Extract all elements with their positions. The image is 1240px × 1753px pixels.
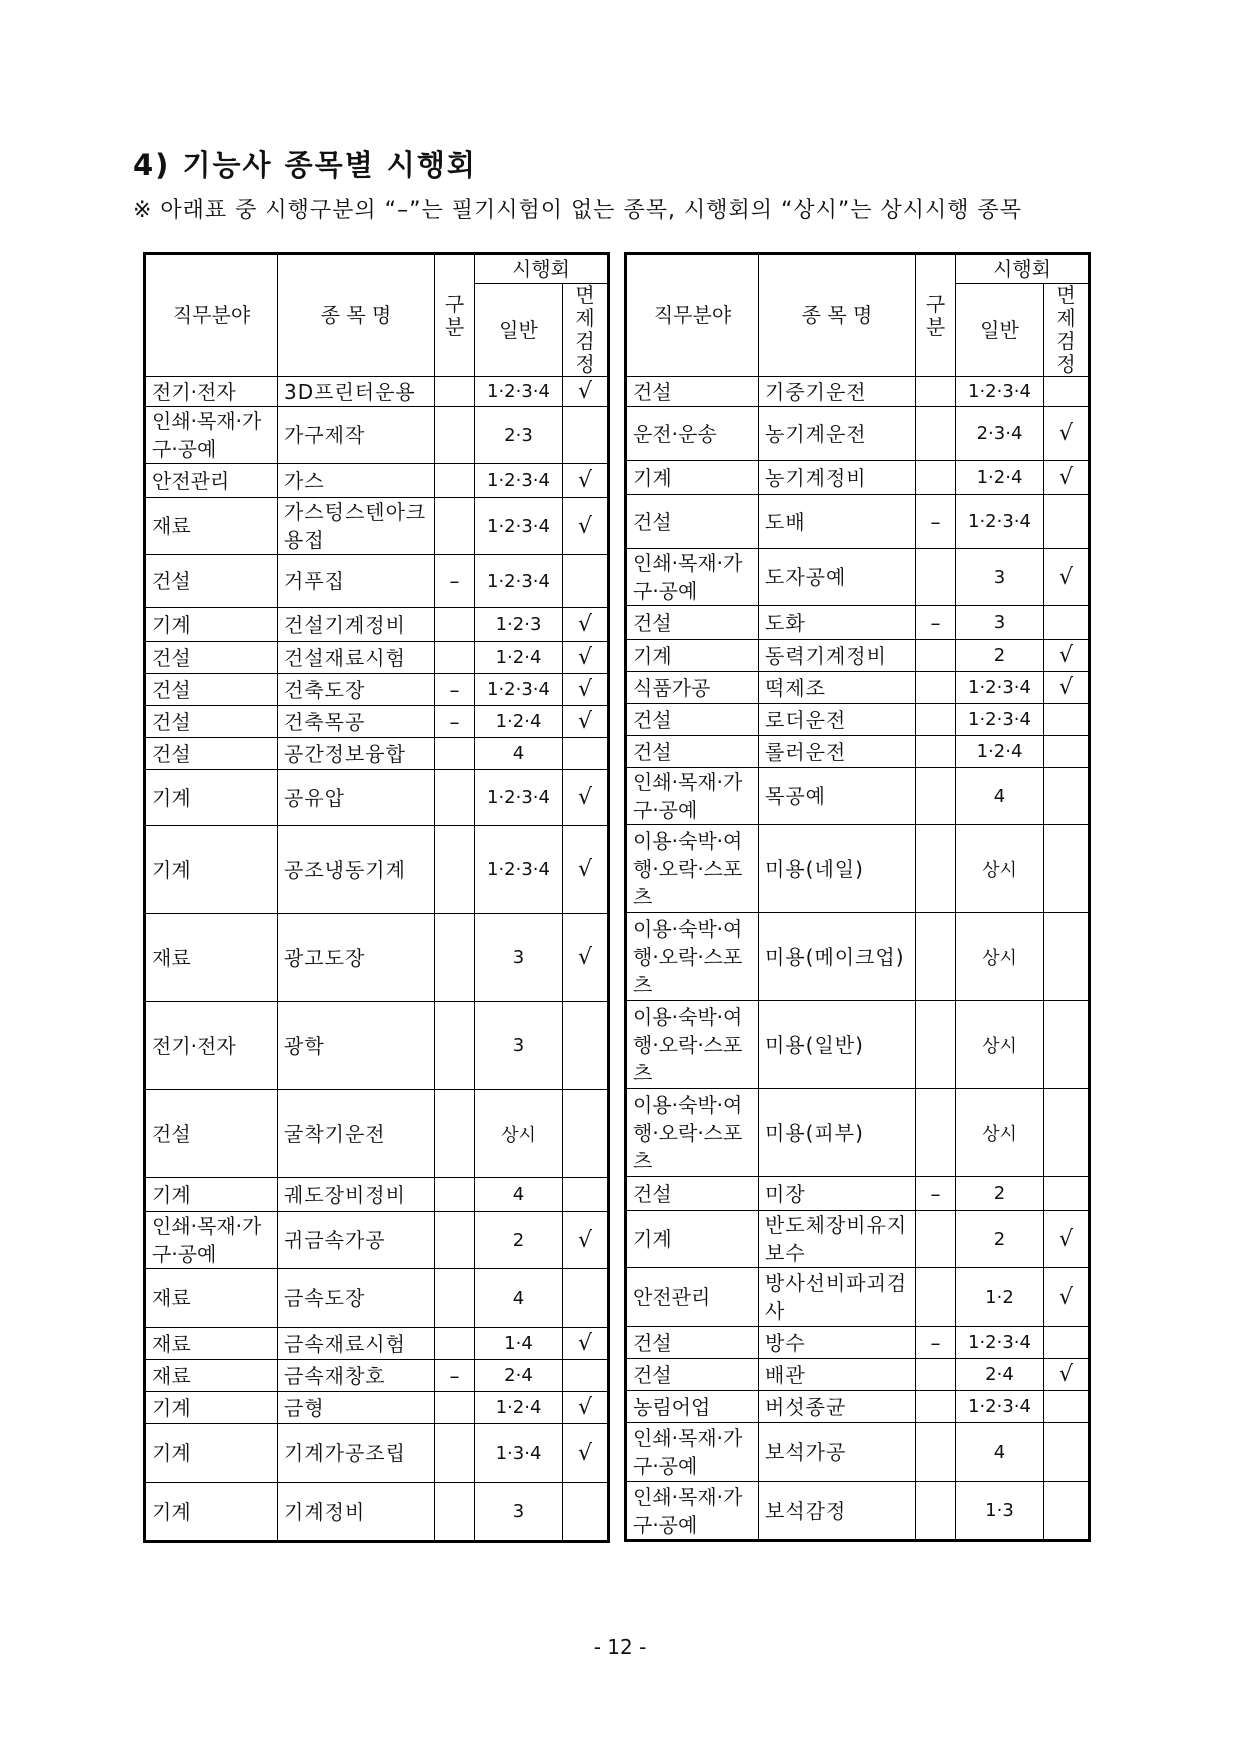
exempt-cell: √ bbox=[563, 770, 609, 826]
division-cell bbox=[916, 1268, 956, 1327]
header-field: 직무분야 bbox=[145, 254, 278, 377]
schedule-table-right bbox=[624, 252, 1091, 1542]
division-cell bbox=[916, 377, 956, 407]
field-cell: 건설 bbox=[626, 1327, 759, 1359]
header-schedule: 시행회 bbox=[475, 254, 609, 284]
name-cell: 귀금속가공 bbox=[278, 1212, 435, 1269]
division-cell bbox=[916, 1482, 956, 1541]
table-row bbox=[626, 1359, 1090, 1391]
exempt-cell bbox=[1044, 1001, 1090, 1089]
name-cell: 거푸집 bbox=[278, 555, 435, 608]
field-cell: 재료 bbox=[145, 1269, 278, 1328]
exempt-cell bbox=[1044, 1089, 1090, 1177]
table-row bbox=[626, 736, 1090, 768]
division-cell bbox=[916, 407, 956, 461]
header-division: 구분 bbox=[435, 254, 475, 377]
header-name: 종 목 명 bbox=[278, 254, 435, 377]
general-schedule-cell: 1·3 bbox=[956, 1482, 1044, 1541]
division-cell bbox=[435, 608, 475, 642]
division-cell bbox=[435, 1328, 475, 1360]
table-row bbox=[145, 1178, 609, 1212]
field-cell: 기계 bbox=[145, 1178, 278, 1212]
field-cell: 건설 bbox=[626, 1359, 759, 1391]
exempt-cell: √ bbox=[1044, 407, 1090, 461]
division-cell: – bbox=[916, 606, 956, 640]
general-schedule-cell: 상시 bbox=[475, 1090, 563, 1178]
header-exempt: 면제검정 bbox=[1044, 284, 1090, 377]
table-row bbox=[626, 672, 1090, 704]
header-field: 직무분야 bbox=[626, 254, 759, 377]
field-cell: 건설 bbox=[145, 555, 278, 608]
division-cell bbox=[916, 704, 956, 736]
exempt-cell: √ bbox=[563, 377, 609, 407]
general-schedule-cell: 1·2·3·4 bbox=[956, 1327, 1044, 1359]
name-cell: 광고도장 bbox=[278, 914, 435, 1002]
division-cell bbox=[435, 826, 475, 914]
field-cell: 건설 bbox=[145, 642, 278, 674]
name-cell: 건축목공 bbox=[278, 706, 435, 738]
general-schedule-cell: 3 bbox=[475, 914, 563, 1002]
exempt-cell: √ bbox=[563, 674, 609, 706]
exempt-cell bbox=[1044, 1482, 1090, 1541]
exempt-cell: √ bbox=[563, 608, 609, 642]
general-schedule-cell: 1·2·3·4 bbox=[956, 377, 1044, 407]
general-schedule-cell: 3 bbox=[956, 606, 1044, 640]
field-cell: 건설 bbox=[626, 495, 759, 549]
name-cell: 미장 bbox=[759, 1177, 916, 1211]
name-cell: 건축도장 bbox=[278, 674, 435, 706]
table-row bbox=[626, 1423, 1090, 1482]
table-row bbox=[626, 768, 1090, 825]
general-schedule-cell: 1·2·3·4 bbox=[475, 498, 563, 555]
table-row bbox=[145, 498, 609, 555]
exempt-cell: √ bbox=[563, 642, 609, 674]
field-cell: 인쇄·목재·가구·공예 bbox=[145, 1212, 278, 1269]
table-row bbox=[145, 826, 609, 914]
general-schedule-cell: 상시 bbox=[956, 913, 1044, 1001]
division-cell: – bbox=[435, 706, 475, 738]
general-schedule-cell: 1·2·3 bbox=[475, 608, 563, 642]
division-cell bbox=[435, 377, 475, 407]
exempt-cell bbox=[563, 738, 609, 770]
division-cell bbox=[435, 738, 475, 770]
exempt-cell bbox=[563, 1483, 609, 1542]
general-schedule-cell: 4 bbox=[956, 1423, 1044, 1482]
name-cell: 동력기계정비 bbox=[759, 640, 916, 672]
header-name: 종 목 명 bbox=[759, 254, 916, 377]
general-schedule-cell: 상시 bbox=[956, 1089, 1044, 1177]
exempt-cell bbox=[1044, 1423, 1090, 1482]
name-cell: 배관 bbox=[759, 1359, 916, 1391]
header-schedule: 시행회 bbox=[956, 254, 1090, 284]
field-cell: 건설 bbox=[626, 1177, 759, 1211]
table-row bbox=[626, 1327, 1090, 1359]
name-cell: 미용(일반) bbox=[759, 1001, 916, 1089]
name-cell: 미용(네일) bbox=[759, 825, 916, 913]
field-cell: 건설 bbox=[145, 674, 278, 706]
exempt-cell: √ bbox=[563, 914, 609, 1002]
field-cell: 재료 bbox=[145, 1328, 278, 1360]
division-cell: – bbox=[435, 1360, 475, 1392]
exempt-cell: √ bbox=[1044, 549, 1090, 606]
exempt-cell bbox=[1044, 495, 1090, 549]
field-cell: 기계 bbox=[626, 461, 759, 495]
division-cell bbox=[916, 1359, 956, 1391]
field-cell: 기계 bbox=[145, 1483, 278, 1542]
name-cell: 방사선비파괴검사 bbox=[759, 1268, 916, 1327]
table-row bbox=[145, 1212, 609, 1269]
field-cell: 재료 bbox=[145, 498, 278, 555]
general-schedule-cell: 3 bbox=[475, 1002, 563, 1090]
table-row bbox=[145, 1328, 609, 1360]
exempt-cell bbox=[1044, 606, 1090, 640]
name-cell: 떡제조 bbox=[759, 672, 916, 704]
general-schedule-cell: 1·2·4 bbox=[475, 706, 563, 738]
name-cell: 미용(피부) bbox=[759, 1089, 916, 1177]
name-cell: 도배 bbox=[759, 495, 916, 549]
general-schedule-cell: 1·2·3·4 bbox=[956, 1391, 1044, 1423]
exempt-cell bbox=[563, 1360, 609, 1392]
field-cell: 전기·전자 bbox=[145, 377, 278, 407]
exempt-cell bbox=[1044, 1391, 1090, 1423]
name-cell: 도자공예 bbox=[759, 549, 916, 606]
table-row bbox=[145, 1360, 609, 1392]
division-cell bbox=[435, 1269, 475, 1328]
general-schedule-cell: 2 bbox=[956, 640, 1044, 672]
division-cell bbox=[435, 1212, 475, 1269]
table-row bbox=[145, 1392, 609, 1424]
field-cell: 건설 bbox=[145, 738, 278, 770]
general-schedule-cell: 2 bbox=[475, 1212, 563, 1269]
division-cell bbox=[435, 1178, 475, 1212]
division-cell bbox=[916, 549, 956, 606]
table-row bbox=[626, 1177, 1090, 1211]
header-exempt: 면제검정 bbox=[563, 284, 609, 377]
exempt-cell: √ bbox=[563, 464, 609, 498]
header-general: 일반 bbox=[475, 284, 563, 377]
division-cell bbox=[916, 672, 956, 704]
general-schedule-cell: 1·2·4 bbox=[475, 1392, 563, 1424]
table-body-right bbox=[626, 377, 1090, 1541]
table-body-left bbox=[145, 377, 609, 1542]
table-row bbox=[626, 606, 1090, 640]
exempt-cell bbox=[1044, 377, 1090, 407]
name-cell: 도화 bbox=[759, 606, 916, 640]
field-cell: 농림어업 bbox=[626, 1391, 759, 1423]
exempt-cell bbox=[1044, 704, 1090, 736]
table-row bbox=[626, 704, 1090, 736]
field-cell: 기계 bbox=[145, 770, 278, 826]
name-cell: 가구제작 bbox=[278, 407, 435, 464]
name-cell: 궤도장비정비 bbox=[278, 1178, 435, 1212]
table-row bbox=[626, 1268, 1090, 1327]
general-schedule-cell: 2·3·4 bbox=[956, 407, 1044, 461]
exempt-cell: √ bbox=[563, 498, 609, 555]
division-cell bbox=[435, 1090, 475, 1178]
exempt-cell: √ bbox=[1044, 1268, 1090, 1327]
general-schedule-cell: 상시 bbox=[956, 1001, 1044, 1089]
division-cell bbox=[435, 464, 475, 498]
name-cell: 보석가공 bbox=[759, 1423, 916, 1482]
name-cell: 가스텅스텐아크용접 bbox=[278, 498, 435, 555]
name-cell: 광학 bbox=[278, 1002, 435, 1090]
exempt-cell: √ bbox=[1044, 640, 1090, 672]
field-cell: 건설 bbox=[145, 1090, 278, 1178]
general-schedule-cell: 4 bbox=[475, 738, 563, 770]
division-cell bbox=[916, 640, 956, 672]
exempt-cell: √ bbox=[1044, 461, 1090, 495]
field-cell: 건설 bbox=[626, 736, 759, 768]
exempt-cell bbox=[1044, 1177, 1090, 1211]
table-row bbox=[626, 913, 1090, 1001]
field-cell: 전기·전자 bbox=[145, 1002, 278, 1090]
division-cell: – bbox=[916, 495, 956, 549]
field-cell: 이용·숙박·여행·오락·스포츠 bbox=[626, 1001, 759, 1089]
table-row bbox=[626, 1001, 1090, 1089]
table-row bbox=[626, 1482, 1090, 1541]
table-row bbox=[626, 1391, 1090, 1423]
name-cell: 미용(메이크업) bbox=[759, 913, 916, 1001]
exempt-cell bbox=[563, 555, 609, 608]
table-row bbox=[626, 461, 1090, 495]
name-cell: 목공예 bbox=[759, 768, 916, 825]
field-cell: 기계 bbox=[145, 826, 278, 914]
division-cell bbox=[435, 914, 475, 1002]
field-cell: 인쇄·목재·가구·공예 bbox=[626, 1423, 759, 1482]
field-cell: 이용·숙박·여행·오락·스포츠 bbox=[626, 825, 759, 913]
division-cell: – bbox=[916, 1177, 956, 1211]
field-cell: 기계 bbox=[626, 1211, 759, 1268]
name-cell: 금속재창호 bbox=[278, 1360, 435, 1392]
table-row bbox=[145, 1424, 609, 1483]
exempt-cell: √ bbox=[563, 826, 609, 914]
division-cell bbox=[916, 1211, 956, 1268]
division-cell bbox=[435, 1392, 475, 1424]
table-row bbox=[626, 407, 1090, 461]
field-cell: 안전관리 bbox=[145, 464, 278, 498]
general-schedule-cell: 1·3·4 bbox=[475, 1424, 563, 1483]
exempt-cell bbox=[1044, 736, 1090, 768]
table-row bbox=[145, 555, 609, 608]
table-row bbox=[145, 642, 609, 674]
field-cell: 건설 bbox=[626, 704, 759, 736]
name-cell: 공조냉동기계 bbox=[278, 826, 435, 914]
page-number: - 12 - bbox=[593, 1635, 647, 1659]
division-cell bbox=[916, 461, 956, 495]
table-row bbox=[145, 1269, 609, 1328]
table-row bbox=[145, 407, 609, 464]
general-schedule-cell: 4 bbox=[956, 768, 1044, 825]
name-cell: 공간정보융합 bbox=[278, 738, 435, 770]
field-cell: 기계 bbox=[145, 1392, 278, 1424]
table-row bbox=[145, 674, 609, 706]
table-row bbox=[626, 825, 1090, 913]
field-cell: 건설 bbox=[145, 706, 278, 738]
name-cell: 3D프린터운용 bbox=[278, 377, 435, 407]
header-general: 일반 bbox=[956, 284, 1044, 377]
exempt-cell: √ bbox=[563, 1424, 609, 1483]
general-schedule-cell: 3 bbox=[475, 1483, 563, 1542]
exempt-cell bbox=[563, 1090, 609, 1178]
exempt-cell bbox=[563, 407, 609, 464]
general-schedule-cell: 1·2·3·4 bbox=[956, 495, 1044, 549]
division-cell bbox=[916, 1089, 956, 1177]
general-schedule-cell: 2·4 bbox=[475, 1360, 563, 1392]
table-row bbox=[626, 549, 1090, 606]
name-cell: 금속재료시험 bbox=[278, 1328, 435, 1360]
table-row bbox=[145, 914, 609, 1002]
exempt-cell: √ bbox=[1044, 672, 1090, 704]
name-cell: 보석감정 bbox=[759, 1482, 916, 1541]
name-cell: 반도체장비유지보수 bbox=[759, 1211, 916, 1268]
division-cell bbox=[435, 407, 475, 464]
general-schedule-cell: 1·2·3·4 bbox=[956, 704, 1044, 736]
general-schedule-cell: 1·2 bbox=[956, 1268, 1044, 1327]
table-row bbox=[626, 1211, 1090, 1268]
table-row bbox=[145, 464, 609, 498]
name-cell: 방수 bbox=[759, 1327, 916, 1359]
name-cell: 건설재료시험 bbox=[278, 642, 435, 674]
exempt-cell: √ bbox=[563, 706, 609, 738]
general-schedule-cell: 4 bbox=[475, 1269, 563, 1328]
table-row bbox=[145, 770, 609, 826]
division-cell bbox=[435, 1424, 475, 1483]
name-cell: 공유압 bbox=[278, 770, 435, 826]
name-cell: 버섯종균 bbox=[759, 1391, 916, 1423]
division-cell bbox=[916, 825, 956, 913]
table-row bbox=[626, 640, 1090, 672]
division-cell: – bbox=[435, 555, 475, 608]
field-cell: 건설 bbox=[626, 606, 759, 640]
general-schedule-cell: 1·2·3·4 bbox=[475, 555, 563, 608]
name-cell: 로더운전 bbox=[759, 704, 916, 736]
general-schedule-cell: 1·2·3·4 bbox=[475, 464, 563, 498]
field-cell: 재료 bbox=[145, 914, 278, 1002]
field-cell: 안전관리 bbox=[626, 1268, 759, 1327]
table-row bbox=[626, 495, 1090, 549]
general-schedule-cell: 2·4 bbox=[956, 1359, 1044, 1391]
table-row bbox=[145, 377, 609, 407]
general-schedule-cell: 1·4 bbox=[475, 1328, 563, 1360]
field-cell: 기계 bbox=[145, 608, 278, 642]
name-cell: 롤러운전 bbox=[759, 736, 916, 768]
general-schedule-cell: 1·2·3·4 bbox=[475, 770, 563, 826]
field-cell: 기계 bbox=[626, 640, 759, 672]
general-schedule-cell: 1·2·4 bbox=[956, 736, 1044, 768]
general-schedule-cell: 2 bbox=[956, 1177, 1044, 1211]
division-cell: – bbox=[916, 1327, 956, 1359]
table-row bbox=[145, 1002, 609, 1090]
section-title: 4) 기능사 종목별 시행회 bbox=[133, 148, 477, 182]
name-cell: 기계가공조립 bbox=[278, 1424, 435, 1483]
name-cell: 농기계정비 bbox=[759, 461, 916, 495]
exempt-cell bbox=[1044, 768, 1090, 825]
name-cell: 금형 bbox=[278, 1392, 435, 1424]
table-row bbox=[145, 1483, 609, 1542]
division-cell bbox=[435, 1002, 475, 1090]
division-cell bbox=[916, 1391, 956, 1423]
table-row bbox=[145, 706, 609, 738]
exempt-cell bbox=[563, 1002, 609, 1090]
exempt-cell: √ bbox=[1044, 1359, 1090, 1391]
division-cell bbox=[916, 913, 956, 1001]
field-cell: 재료 bbox=[145, 1360, 278, 1392]
name-cell: 가스 bbox=[278, 464, 435, 498]
exempt-cell: √ bbox=[563, 1212, 609, 1269]
exempt-cell bbox=[1044, 913, 1090, 1001]
name-cell: 굴착기운전 bbox=[278, 1090, 435, 1178]
header-division: 구분 bbox=[916, 254, 956, 377]
exempt-cell bbox=[563, 1178, 609, 1212]
field-cell: 인쇄·목재·가구·공예 bbox=[626, 768, 759, 825]
general-schedule-cell: 1·2·3·4 bbox=[475, 826, 563, 914]
table-note: ※ 아래표 중 시행구분의 “–”는 필기시험이 없는 종목, 시행회의 “상시”는 상시시행 종목 bbox=[133, 198, 1023, 223]
name-cell: 기계정비 bbox=[278, 1483, 435, 1542]
exempt-cell bbox=[1044, 1327, 1090, 1359]
field-cell: 이용·숙박·여행·오락·스포츠 bbox=[626, 913, 759, 1001]
table-row bbox=[145, 1090, 609, 1178]
division-cell bbox=[435, 498, 475, 555]
general-schedule-cell: 1·2·3·4 bbox=[956, 672, 1044, 704]
table-row bbox=[626, 1089, 1090, 1177]
schedule-table-left bbox=[143, 252, 610, 1543]
field-cell: 이용·숙박·여행·오락·스포츠 bbox=[626, 1089, 759, 1177]
general-schedule-cell: 1·2·4 bbox=[475, 642, 563, 674]
division-cell bbox=[916, 1423, 956, 1482]
table-row bbox=[626, 377, 1090, 407]
exempt-cell: √ bbox=[563, 1392, 609, 1424]
name-cell: 금속도장 bbox=[278, 1269, 435, 1328]
field-cell: 운전·운송 bbox=[626, 407, 759, 461]
field-cell: 기계 bbox=[145, 1424, 278, 1483]
division-cell bbox=[435, 642, 475, 674]
field-cell: 인쇄·목재·가구·공예 bbox=[626, 1482, 759, 1541]
field-cell: 식품가공 bbox=[626, 672, 759, 704]
name-cell: 기중기운전 bbox=[759, 377, 916, 407]
division-cell bbox=[916, 736, 956, 768]
division-cell bbox=[916, 768, 956, 825]
general-schedule-cell: 1·2·3·4 bbox=[475, 674, 563, 706]
division-cell bbox=[916, 1001, 956, 1089]
general-schedule-cell: 2·3 bbox=[475, 407, 563, 464]
division-cell bbox=[435, 770, 475, 826]
table-row bbox=[145, 608, 609, 642]
field-cell: 건설 bbox=[626, 377, 759, 407]
general-schedule-cell: 1·2·3·4 bbox=[475, 377, 563, 407]
general-schedule-cell: 1·2·4 bbox=[956, 461, 1044, 495]
table-row bbox=[145, 738, 609, 770]
general-schedule-cell: 2 bbox=[956, 1211, 1044, 1268]
general-schedule-cell: 3 bbox=[956, 549, 1044, 606]
exempt-cell bbox=[563, 1269, 609, 1328]
field-cell: 인쇄·목재·가구·공예 bbox=[626, 549, 759, 606]
exempt-cell: √ bbox=[563, 1328, 609, 1360]
exempt-cell bbox=[1044, 825, 1090, 913]
general-schedule-cell: 상시 bbox=[956, 825, 1044, 913]
name-cell: 건설기계정비 bbox=[278, 608, 435, 642]
division-cell bbox=[435, 1483, 475, 1542]
general-schedule-cell: 4 bbox=[475, 1178, 563, 1212]
field-cell: 인쇄·목재·가구·공예 bbox=[145, 407, 278, 464]
exempt-cell: √ bbox=[1044, 1211, 1090, 1268]
name-cell: 농기계운전 bbox=[759, 407, 916, 461]
division-cell: – bbox=[435, 674, 475, 706]
